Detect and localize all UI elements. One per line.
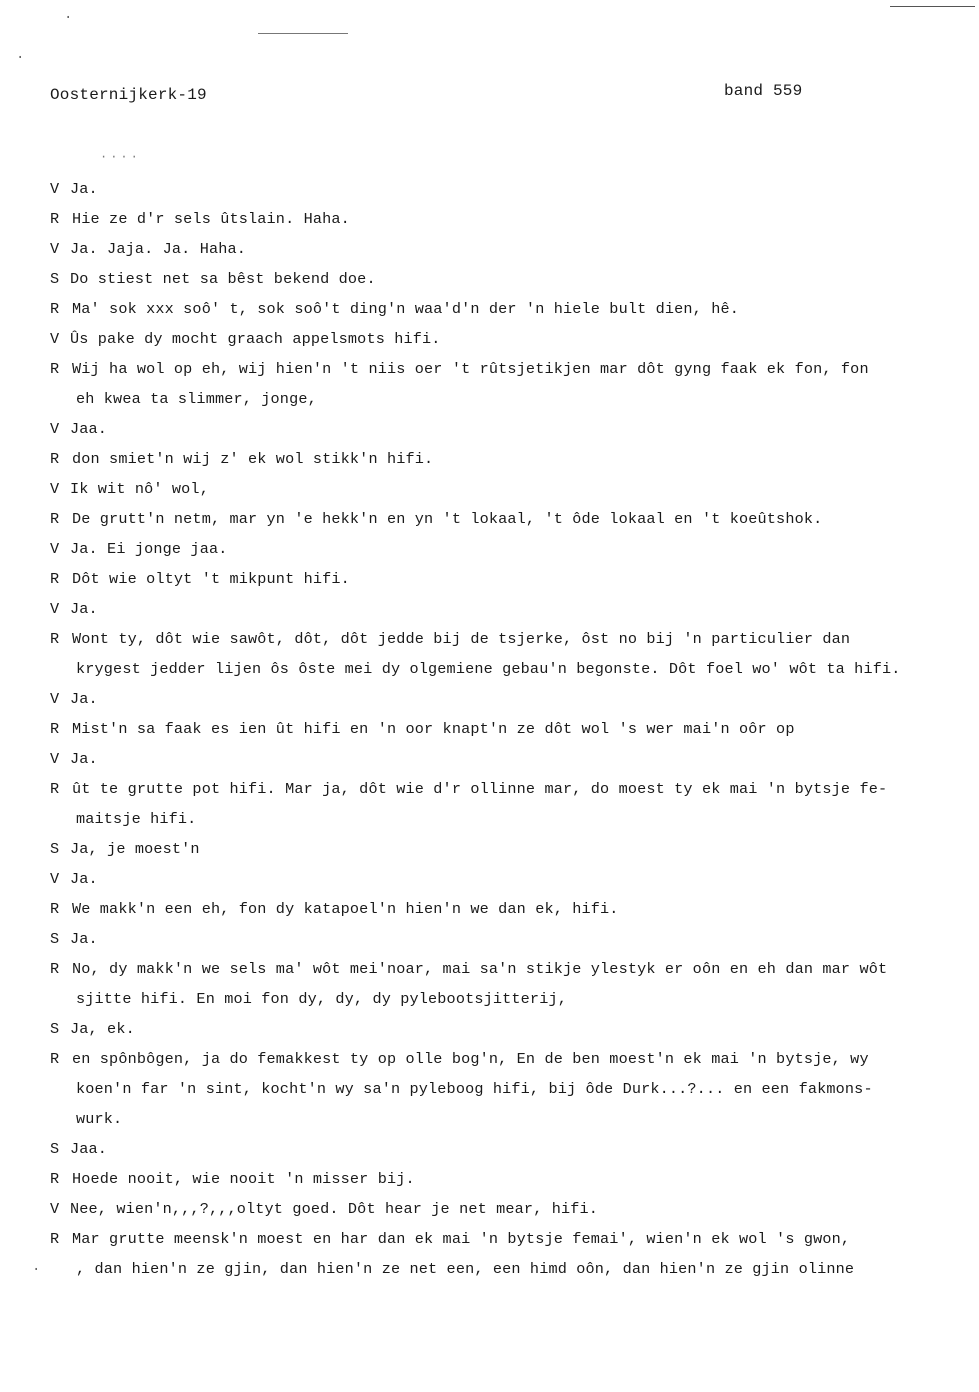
speaker-label: S [50, 840, 60, 858]
line-text: Ja. [70, 600, 98, 618]
transcript-line [50, 594, 970, 624]
speaker-label: R [50, 510, 60, 528]
transcript-line [50, 744, 970, 774]
transcript-line-continuation [50, 1104, 970, 1134]
transcript-line [50, 714, 970, 744]
transcript-line [50, 354, 970, 384]
line-text: en spônbôgen, ja do femakkest ty op olle bog'n, En de ben moest'n ek mai 'n bytsje, wy [72, 1050, 869, 1068]
transcript-line [50, 324, 970, 354]
transcript-line [50, 474, 970, 504]
speaker-label: R [50, 570, 60, 588]
speaker-label: S [50, 930, 60, 948]
speaker-label: R [50, 720, 60, 738]
transcript-line-continuation [50, 654, 970, 684]
speaker-label: S [50, 270, 60, 288]
line-text: maitsje hifi. [76, 810, 197, 828]
document-title: Oosternijkerk-19 [50, 86, 207, 104]
transcript [50, 174, 970, 1284]
line-text: We makk'n een eh, fon dy katapoel'n hien'n we dan ek, hifi. [72, 900, 619, 918]
line-text: ût te grutte pot hifi. Mar ja, dôt wie d'r ollinne mar, do moest ty ek mai 'n bytsje fe- [72, 780, 888, 798]
transcript-line [50, 234, 970, 264]
speaker-label: R [50, 900, 60, 918]
transcript-line [50, 954, 970, 984]
line-text: No, dy makk'n we sels ma' wôt mei'noar, mai sa'n stikje ylestyk er oôn en eh dan mar wôt [72, 960, 888, 978]
line-text: Ja. Jaja. Ja. Haha. [70, 240, 247, 258]
speaker-label: V [50, 180, 60, 198]
line-text: koen'n far 'n sint, kocht'n wy sa'n pyleboog hifi, bij ôde Durk...?... en een fakmons- [76, 1080, 873, 1098]
speaker-label: S [50, 1140, 60, 1158]
line-text: Wont ty, dôt wie sawôt, dôt, dôt jedde bij de tsjerke, ôst no bij 'n particulier dan [72, 630, 851, 648]
top-right-rule [890, 6, 975, 7]
transcript-line [50, 1194, 970, 1224]
speaker-label: R [50, 630, 60, 648]
speaker-label: V [50, 420, 60, 438]
transcript-line [50, 1224, 970, 1254]
speaker-label: V [50, 1200, 60, 1218]
transcript-line [50, 894, 970, 924]
top-center-rule [258, 33, 348, 34]
transcript-line [50, 174, 970, 204]
line-text: Jaa. [70, 420, 108, 438]
line-text: Nee, wien'n,,,?,,,oltyt goed. Dôt hear je net mear, hifi. [70, 1200, 599, 1218]
line-text: Dôt wie oltyt 't mikpunt hifi. [72, 570, 350, 588]
scan-speck: · [64, 10, 73, 26]
line-text: Ûs pake dy mocht graach appelsmots hifi. [70, 330, 441, 348]
transcript-line [50, 1134, 970, 1164]
transcript-line-continuation [50, 1254, 970, 1284]
speaker-label: V [50, 330, 60, 348]
speaker-label: V [50, 870, 60, 888]
transcript-line-continuation [50, 384, 970, 414]
transcript-line [50, 624, 970, 654]
transcript-line [50, 204, 970, 234]
speaker-label: V [50, 480, 60, 498]
line-text: Jaa. [70, 1140, 108, 1158]
line-text: Ja. Ei jonge jaa. [70, 540, 228, 558]
transcript-line [50, 864, 970, 894]
line-text: sjitte hifi. En moi fon dy, dy, dy pylebootsjitterij, [76, 990, 567, 1008]
speaker-label: S [50, 1020, 60, 1038]
line-text: Ja. [70, 690, 98, 708]
transcript-line [50, 534, 970, 564]
transcript-line [50, 504, 970, 534]
line-text: Ja, je moest'n [70, 840, 200, 858]
line-text: Hoede nooit, wie nooit 'n misser bij. [72, 1170, 415, 1188]
speaker-label: R [50, 360, 60, 378]
speaker-label: R [50, 780, 60, 798]
transcript-line-continuation [50, 984, 970, 1014]
transcript-line-continuation [50, 804, 970, 834]
line-text: , dan hien'n ze gjin, dan hien'n ze net een, een himd oôn, dan hien'n ze gjin olinne [76, 1260, 855, 1278]
transcript-line [50, 1014, 970, 1044]
line-text: Ja. [70, 180, 98, 198]
speaker-label: V [50, 540, 60, 558]
transcript-line [50, 294, 970, 324]
speaker-label: V [50, 240, 60, 258]
scan-speck: · [16, 50, 25, 66]
transcript-line [50, 414, 970, 444]
line-text: Do stiest net sa bêst bekend doe. [70, 270, 376, 288]
scan-speck: · [32, 1262, 41, 1278]
speaker-label: R [50, 960, 60, 978]
line-text: De grutt'n netm, mar yn 'e hekk'n en yn 't lokaal, 't ôde lokaal en 't koeûtshok. [72, 510, 823, 528]
speaker-label: R [50, 300, 60, 318]
transcript-line [50, 924, 970, 954]
transcript-line [50, 1164, 970, 1194]
line-text: Wij ha wol op eh, wij hien'n 't niis oer 't rûtsjetikjen mar dôt gyng faak ek fon, fon [72, 360, 869, 378]
transcript-line [50, 264, 970, 294]
line-text: Hie ze d'r sels ûtslain. Haha. [72, 210, 350, 228]
speaker-label: R [50, 450, 60, 468]
line-text: Ja. [70, 930, 98, 948]
tape-number: band 559 [724, 82, 803, 100]
speaker-label: V [50, 750, 60, 768]
transcript-line-continuation [50, 1074, 970, 1104]
line-text: Ik wit nô' wol, [70, 480, 209, 498]
line-text: don smiet'n wij z' ek wol stikk'n hifi. [72, 450, 434, 468]
speaker-label: R [50, 1170, 60, 1188]
speaker-label: V [50, 600, 60, 618]
line-text: Mist'n sa faak es ien ût hifi en 'n oor knapt'n ze dôt wol 's wer mai'n oôr op [72, 720, 795, 738]
line-text: eh kwea ta slimmer, jonge, [76, 390, 317, 408]
line-text: Ja, ek. [70, 1020, 135, 1038]
speaker-label: R [50, 210, 60, 228]
transcript-line [50, 684, 970, 714]
speaker-label: V [50, 690, 60, 708]
line-text: wurk. [76, 1110, 123, 1128]
speaker-label: R [50, 1050, 60, 1068]
transcript-line [50, 774, 970, 804]
line-text: krygest jedder lijen ôs ôste mei dy olgemiene gebau'n begonste. Dôt foel wo' wôt ta hifi. [76, 660, 901, 678]
line-text: Ja. [70, 870, 98, 888]
transcript-line [50, 564, 970, 594]
transcript-line [50, 834, 970, 864]
transcript-line [50, 444, 970, 474]
line-text: Ma' sok xxx soô' t, sok soô't ding'n waa'd'n der 'n hiele bult dien, hê. [72, 300, 740, 318]
speaker-label: R [50, 1230, 60, 1248]
line-text: Ja. [70, 750, 98, 768]
line-text: Mar grutte meensk'n moest en har dan ek mai 'n bytsje femai', wien'n ek wol 's gwon, [72, 1230, 851, 1248]
scan-dots: ···· [100, 150, 141, 164]
transcript-line [50, 1044, 970, 1074]
